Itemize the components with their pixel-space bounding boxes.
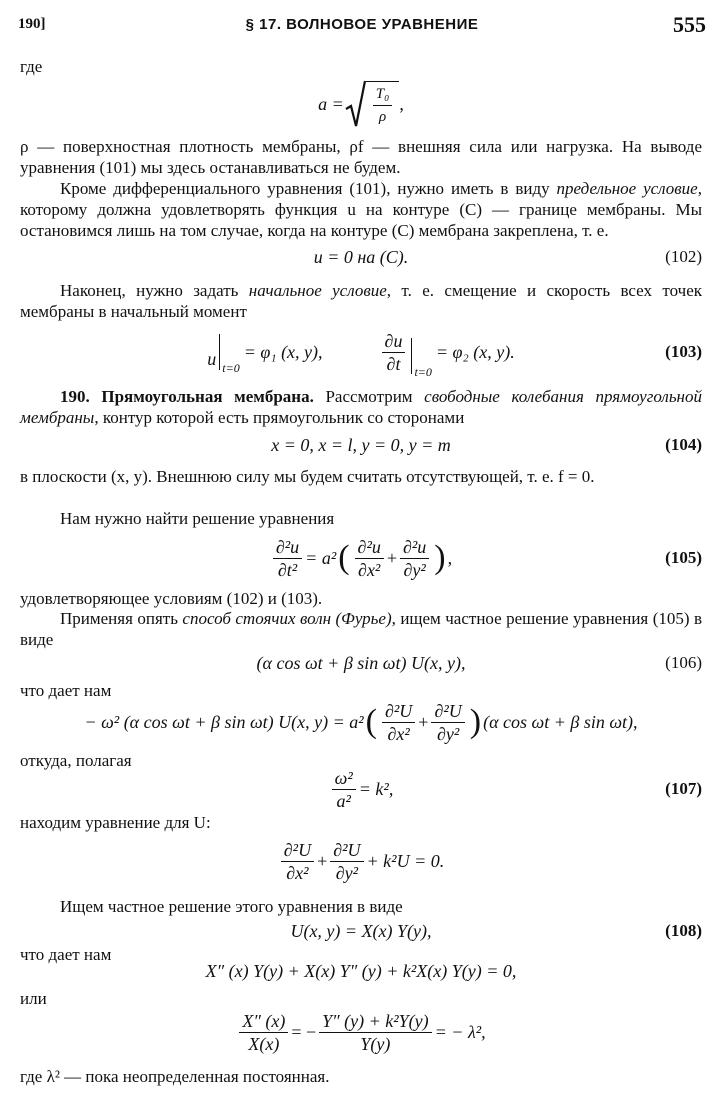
equation-105: $\frac{\text{∂²u}}{\text{∂t²}}$ = a² ( ∂²u ∂x² + $\frac{\text{∂²u}}{\text{∂y²}}$ ) , (105) xyxy=(20,530,702,586)
page-number: 555 xyxy=(673,12,706,37)
paragraph-find-solution: Нам нужно найти решение уравнения xyxy=(60,509,335,528)
equation-107: $\frac{\text{ω²}}{\text{a²}}$ = k², (107) xyxy=(20,764,702,814)
equation-number-107: (107) xyxy=(665,779,702,798)
equation-separated: $\frac{X'' (x)}{X(x)}$ = − $\frac{\text{Y″ (y) + k²Y(y)}}{Y(y)}$ = − λ², xyxy=(20,1006,702,1058)
paragraph-boundary-condition: Кроме дифференциального уравнения (101), нужно иметь в виду предельное условие, которому должна удовлетворять функция u на контуре (C) — границе мембраны. Мы остановимся лишь на том случае, когда на контуре (C) мембрана закреплена, т. е. xyxy=(20,179,702,240)
equation-103: u t=0 = φ₁ (x, y), ∂u ∂t t=0 = φ₂ (x, y). (103) xyxy=(207,330,702,379)
paragraph-190: 190. Прямоугольная мембрана. Рассмотрим свободные колебания прямоугольной мембраны, контур которой есть прямоугольник со сторонами xyxy=(20,387,702,427)
equation-108: U(x, y) = X(x) Y(y), (108) xyxy=(290,920,702,941)
running-header xyxy=(18,12,706,40)
equation-number-105: (105) xyxy=(665,548,702,567)
paragraph-lambda: где λ² — пока неопределенная постоянная. xyxy=(20,1067,330,1086)
paragraph-separation: Ищем частное решение этого уравнения в виде xyxy=(60,897,403,916)
paragraph-gives-us-1: что дает нам xyxy=(20,681,112,700)
equation-104: x = 0, x = l, y = 0, y = m (104) xyxy=(271,434,702,455)
paragraph-plane: в плоскости (x, y). Внешнюю силу мы будем считать отсутствующей, т. е. f = 0. xyxy=(20,467,595,486)
paragraph-initial-condition: Наконец, нужно задать начальное условие, т. е. смещение и скорость всех точек мембраны в начальный момент xyxy=(20,281,702,321)
paragraph-density: ρ — поверхностная плотность мембраны, ρf — внешняя сила или нагрузка. На выводе уравнения (101) мы здесь останавливаться не будем. xyxy=(20,137,702,177)
equation-number-102: (102) xyxy=(665,247,702,266)
paragraph-whence: откуда, полагая xyxy=(20,751,132,770)
equation-number-106: (106) xyxy=(665,653,702,672)
section-number-left: 190] xyxy=(18,16,46,32)
paragraph-gives-us-2: что дает нам xyxy=(20,945,112,964)
word-gde: где xyxy=(20,57,43,76)
paragraph-equation-for-u: находим уравнение для U: xyxy=(20,813,211,832)
section-title: § 17. ВОЛНОВОЕ УРАВНЕНИЕ xyxy=(245,16,479,33)
equation-106: (α cos ωt + β sin ωt) U(x, y), (106) xyxy=(256,652,702,673)
paragraph-conditions: удовлетворяющее условиям (102) и (103). xyxy=(20,589,323,608)
equation-number-104: (104) xyxy=(665,435,702,454)
equation-a: a = T₀ ρ , xyxy=(20,78,702,130)
paragraph-fourier: Применяя опять способ стоячих волн (Фурье), ищем частное решение уравнения (105) в виде xyxy=(20,609,702,649)
equation-xy: X″ (x) Y(y) + X(x) Y″ (y) + k²X(x) Y(y) = 0, xyxy=(205,960,517,981)
equation-number-108: (108) xyxy=(665,921,702,940)
section-heading-190: 190. Прямоугольная мембрана. xyxy=(60,387,314,406)
equation-long: − ω² (α cos ωt + β sin ωt) U(x, y) = a² ( ∂²U ∂x² + $\frac{\text{∂²U}}{\text{∂y²}}$ ) (α cos ωt + β sin ωt), xyxy=(84,700,638,744)
word-ili: или xyxy=(20,989,47,1008)
equation-102: u = 0 на (C). (102) xyxy=(313,246,702,267)
equation-helmholtz: ∂²U ∂x² + $\frac{\text{∂²U}}{\text{∂y²}}$ + k²U = 0. xyxy=(20,834,702,888)
sqrt-sign: T₀ ρ xyxy=(344,79,400,129)
equation-number-103: (103) xyxy=(665,342,702,361)
